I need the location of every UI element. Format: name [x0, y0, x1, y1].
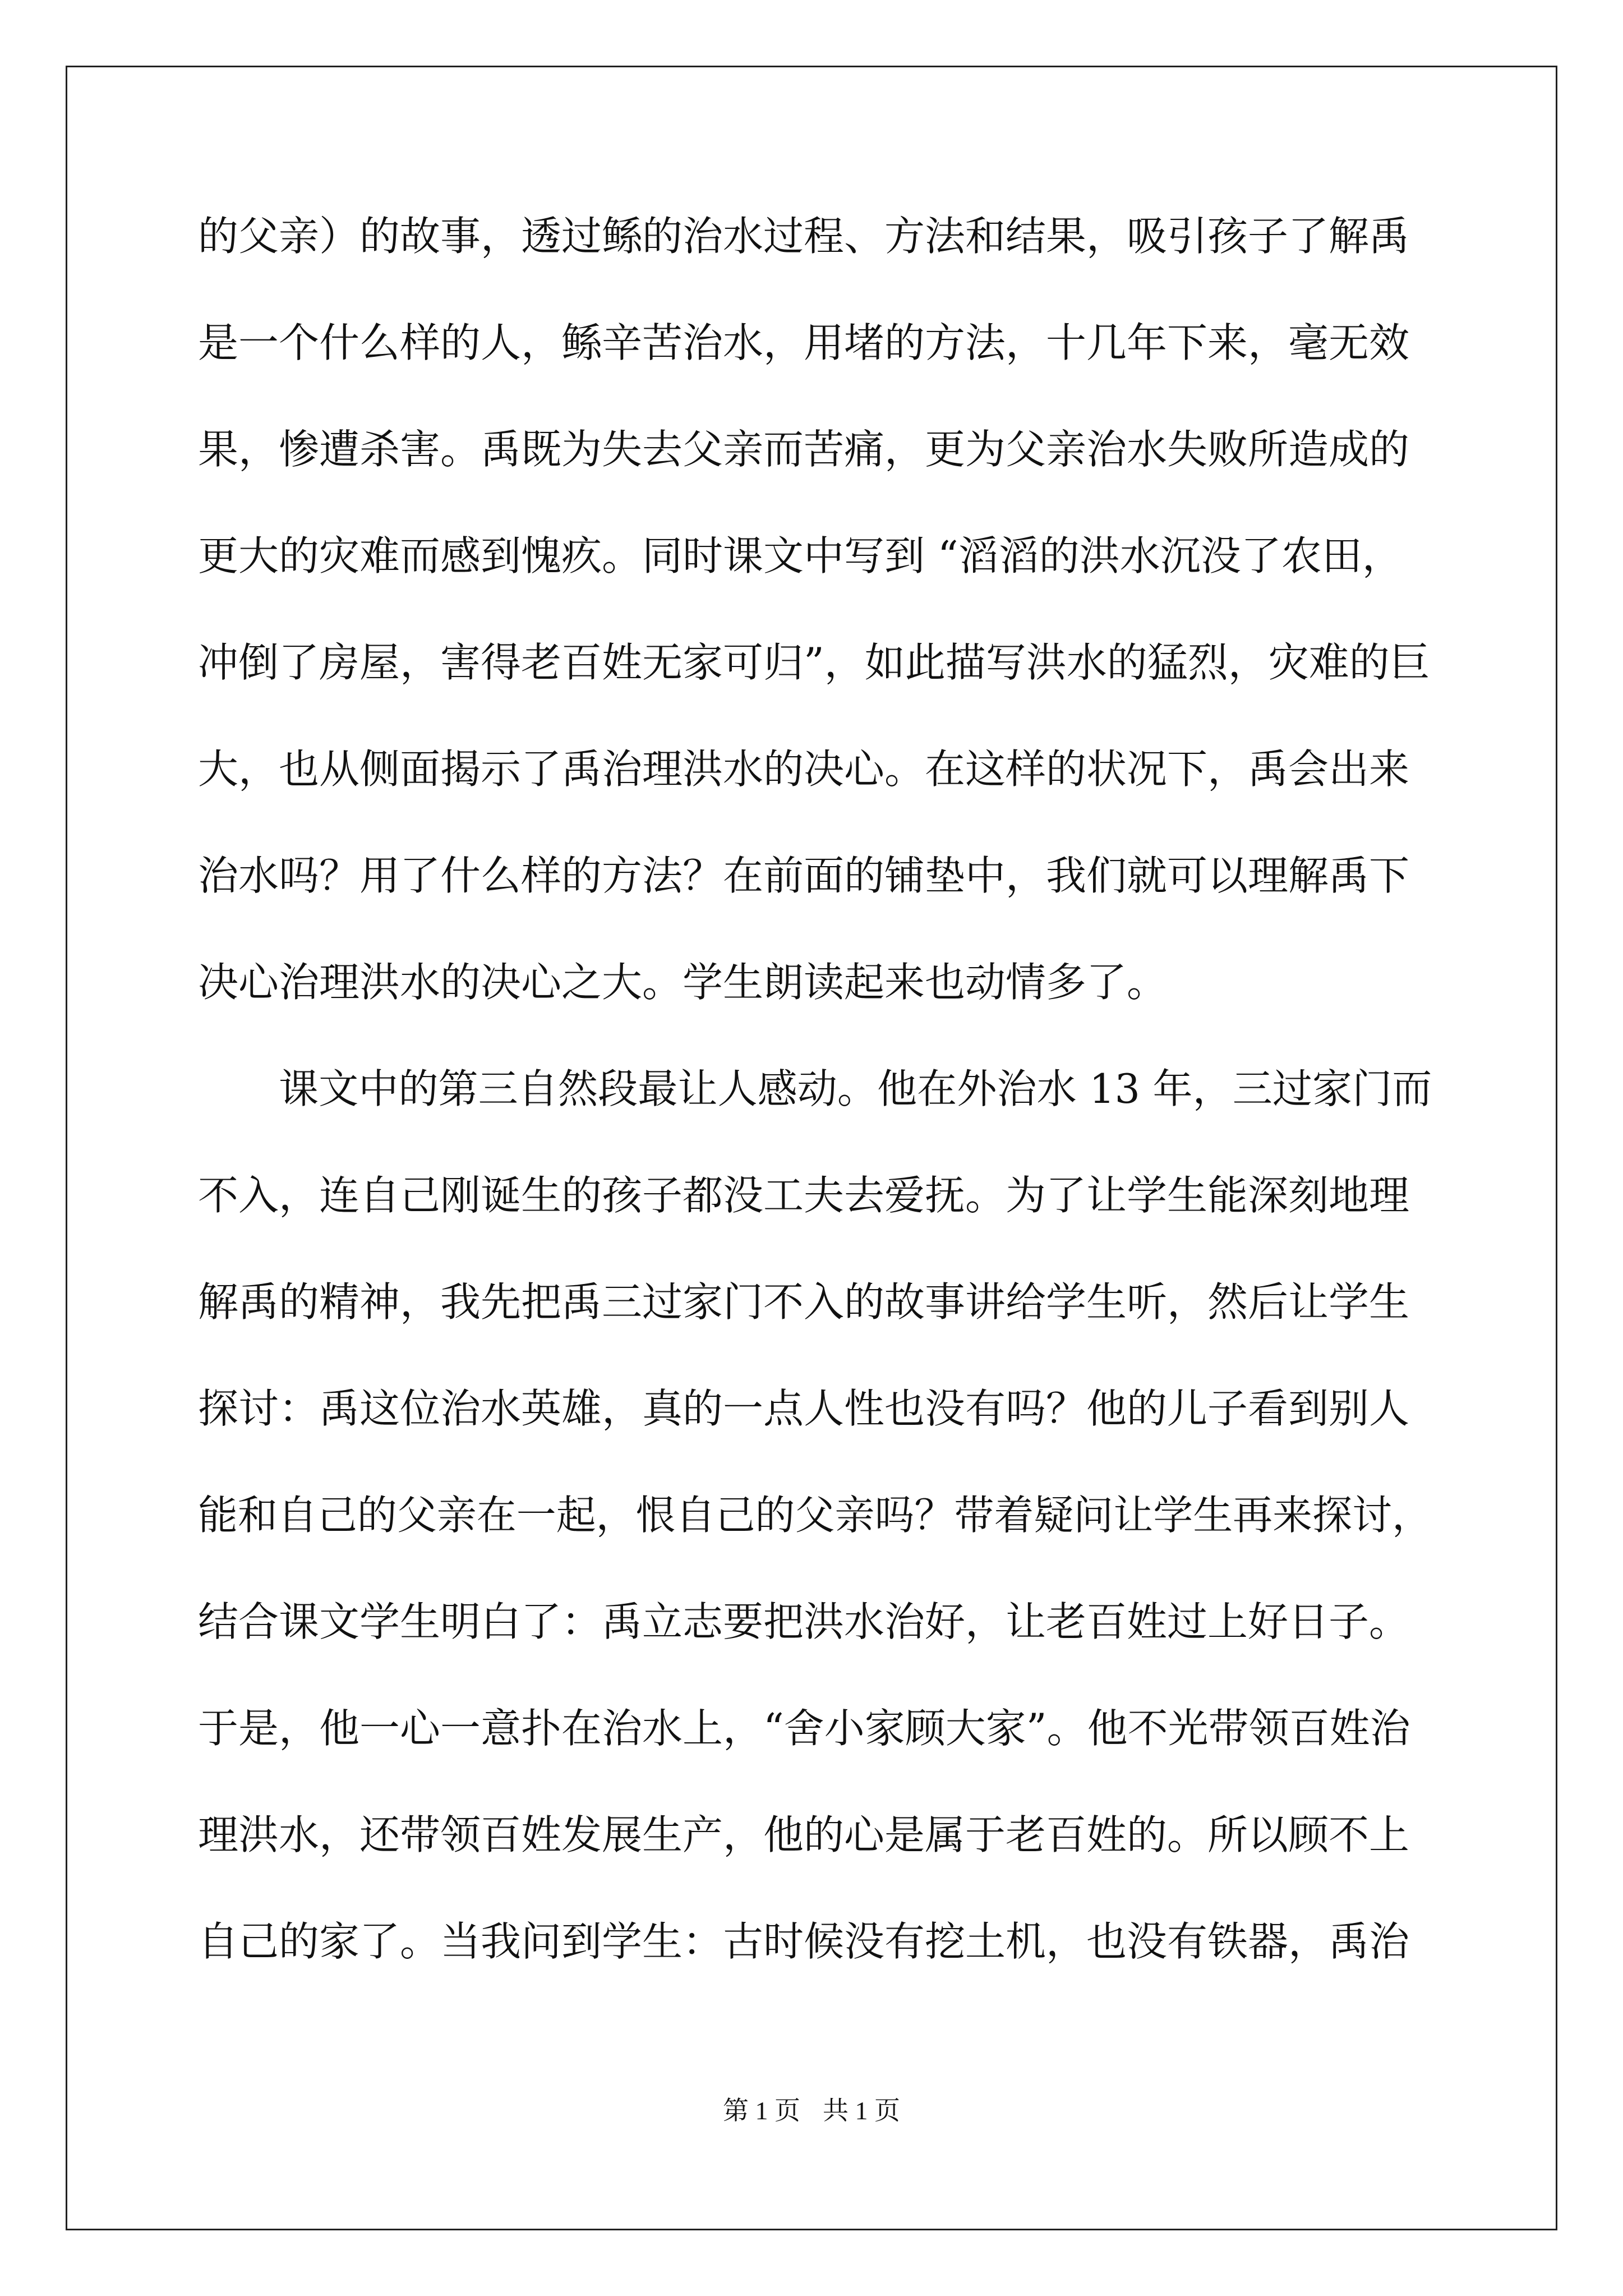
line-text: 于是，他一心一意扑在治水上，“舍小家顾大家”。他不光带领百姓治 [198, 1705, 1410, 1752]
line-text: 自己的家了。当我问到学生：古时候没有挖土机，也没有铁器，禹治 [198, 1918, 1410, 1965]
line-text: 课文中的第三自然段最让人感动。他在外治水 13 年，三过家门而 [279, 1065, 1432, 1112]
line-text: 探讨：禹这位治水英雄，真的一点人性也没有吗？他的儿子看到别人 [198, 1385, 1410, 1432]
text-line [198, 1705, 1432, 1815]
line-text: 果，惨遭杀害。禹既为失去父亲而苦痛，更为父亲治水失败所造成的 [198, 426, 1410, 473]
line-text: 的父亲）的故事，透过鲧的治水过程、方法和结果，吸引孩子了解禹 [198, 213, 1410, 260]
text-line [198, 1278, 1432, 1388]
text-line [198, 852, 1432, 962]
text-line [198, 639, 1432, 749]
line-text: 冲倒了房屋，害得老百姓无家可归”，如此描写洪水的猛烈，灾难的巨 [198, 639, 1430, 686]
text-line [198, 1811, 1432, 1921]
page-footer [0, 2098, 1623, 2124]
text-line [198, 426, 1432, 536]
text-line [198, 213, 1432, 323]
line-text: 更大的灾难而感到愧疚。同时课文中写到 “滔滔的洪水沉没了农田， [198, 532, 1403, 579]
line-text: 不入，连自己刚诞生的孩子都没工夫去爱抚。为了让学生能深刻地理 [198, 1172, 1410, 1219]
text-line [198, 532, 1432, 642]
text-line [198, 1598, 1432, 1708]
line-text: 解禹的精神，我先把禹三过家门不入的故事讲给学生听，然后让学生 [198, 1278, 1410, 1326]
document-body [198, 213, 1432, 2028]
line-text: 是一个什么样的人，鲧辛苦治水，用堵的方法，十几年下来，毫无效 [198, 319, 1410, 366]
text-line [198, 1492, 1432, 1602]
page-total: 共 1 页 [823, 2096, 900, 2125]
line-text: 理洪水，还带领百姓发展生产，他的心是属于老百姓的。所以顾不上 [198, 1811, 1410, 1858]
line-text: 决心治理洪水的决心之大。学生朗读起来也动情多了。 [198, 959, 1168, 1006]
text-line [198, 1385, 1432, 1495]
text-line [198, 959, 1432, 1069]
text-line [198, 319, 1432, 429]
text-line [198, 1918, 1432, 2028]
text-line [198, 1172, 1432, 1282]
line-text: 大，也从侧面揭示了禹治理洪水的决心。在这样的状况下，禹会出来 [198, 746, 1410, 793]
line-text: 能和自己的父亲在一起，恨自己的父亲吗？带着疑问让学生再来探讨， [198, 1492, 1432, 1539]
page-number: 第 1 页 [723, 2096, 800, 2125]
text-line [198, 746, 1432, 855]
text-line-indented [198, 1065, 1432, 1175]
line-text: 结合课文学生明白了：禹立志要把洪水治好，让老百姓过上好日子。 [198, 1598, 1410, 1645]
line-text: 治水吗？用了什么样的方法？在前面的铺垫中，我们就可以理解禹下 [198, 852, 1410, 899]
